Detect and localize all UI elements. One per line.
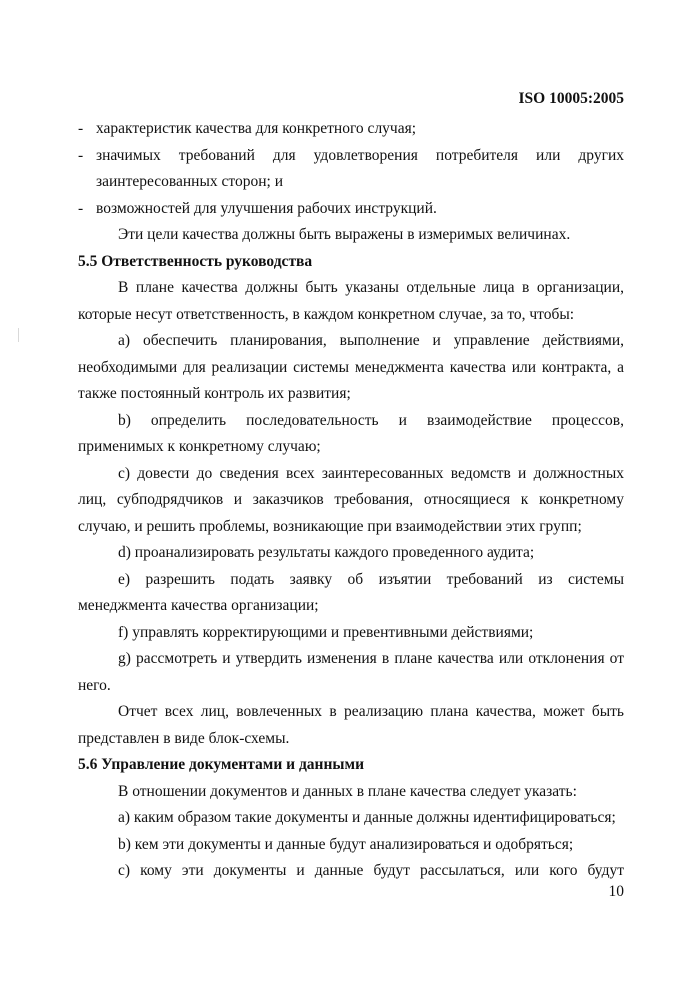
document-id-header: ISO 10005:2005 bbox=[518, 90, 624, 107]
list-item-5-6-a: a) каким образом такие документы и данные должны идентифицироваться; bbox=[118, 809, 616, 826]
paragraph-5-5-report: Отчет всех лиц, вовлеченных в реализацию плана качества, может быть представлен в виде блок-схемы. bbox=[78, 703, 624, 747]
page-number: 10 bbox=[608, 883, 624, 900]
list-item-5-6-c: c) кому эти документы и данные будут рассылаться, или кого будут bbox=[118, 862, 624, 879]
list-item-5-6-b: b) кем эти документы и данные будут анализироваться и одобряться; bbox=[118, 835, 574, 853]
bullet-item-improvement bbox=[78, 196, 624, 223]
list-item-5-5-c: c) довести до сведения всех заинтересованных ведомств и должностных лиц, субподрядчиков и заказчиков требования, относящиеся к конкретному случаю, и решить проблемы, возникающие при взаимодействии этих групп; bbox=[78, 464, 624, 535]
list-item-5-5-d: d) проанализировать результаты каждого проведенного аудита; bbox=[118, 544, 535, 561]
bullet-dash: - bbox=[78, 199, 84, 217]
bullet-dash: - bbox=[78, 146, 84, 164]
list-item-5-5-a: a) обеспечить планирования, выполнение и управление действиями, необходимыми для реализации системы менеджмента качества или контракта, а также постоянный контроль их развития; bbox=[78, 332, 624, 402]
paragraph-5-6-intro: В отношении документов и данных в плане качества следует указать: bbox=[118, 782, 577, 800]
bullet-text: значимых требований для удовлетворения потребителя или других bbox=[96, 146, 624, 164]
list-item-5-5-b: b) определить последовательность и взаимодействие процессов, применимых к конкретному случаю; bbox=[78, 411, 624, 455]
scan-margin-mark bbox=[18, 328, 19, 342]
list-item-5-5-g: g) рассмотреть и утвердить изменения в плане качества или отклонения от него. bbox=[78, 650, 624, 694]
section-heading-5-6: 5.6 Управление документами и данными bbox=[78, 756, 364, 773]
bullet-text: характеристик качества для конкретного случая; bbox=[96, 120, 417, 137]
page-content bbox=[78, 116, 624, 885]
list-item-5-5-f: f) управлять корректирующими и превентивными действиями; bbox=[118, 623, 534, 641]
section-heading-5-5: 5.5 Ответственность руководства bbox=[78, 252, 313, 270]
bullet-text: возможностей для улучшения рабочих инструкций. bbox=[96, 199, 437, 217]
bullet-item-requirements bbox=[78, 143, 624, 170]
list-item-5-5-e: e) разрешить подать заявку об изъятии требований из системы менеджмента качества организации; bbox=[78, 570, 624, 614]
paragraph-goals: Эти цели качества должны быть выражены в измеримых величинах. bbox=[118, 226, 571, 243]
bullet-item-quality-characteristics bbox=[78, 116, 624, 143]
bullet-continuation: заинтересованных сторон; и bbox=[96, 173, 283, 190]
bullet-dash: - bbox=[78, 120, 84, 137]
paragraph-5-5-intro: В плане качества должны быть указаны отдельные лица в организации, которые несут ответственность, в каждом конкретном случае, за то, чтобы: bbox=[78, 279, 624, 323]
